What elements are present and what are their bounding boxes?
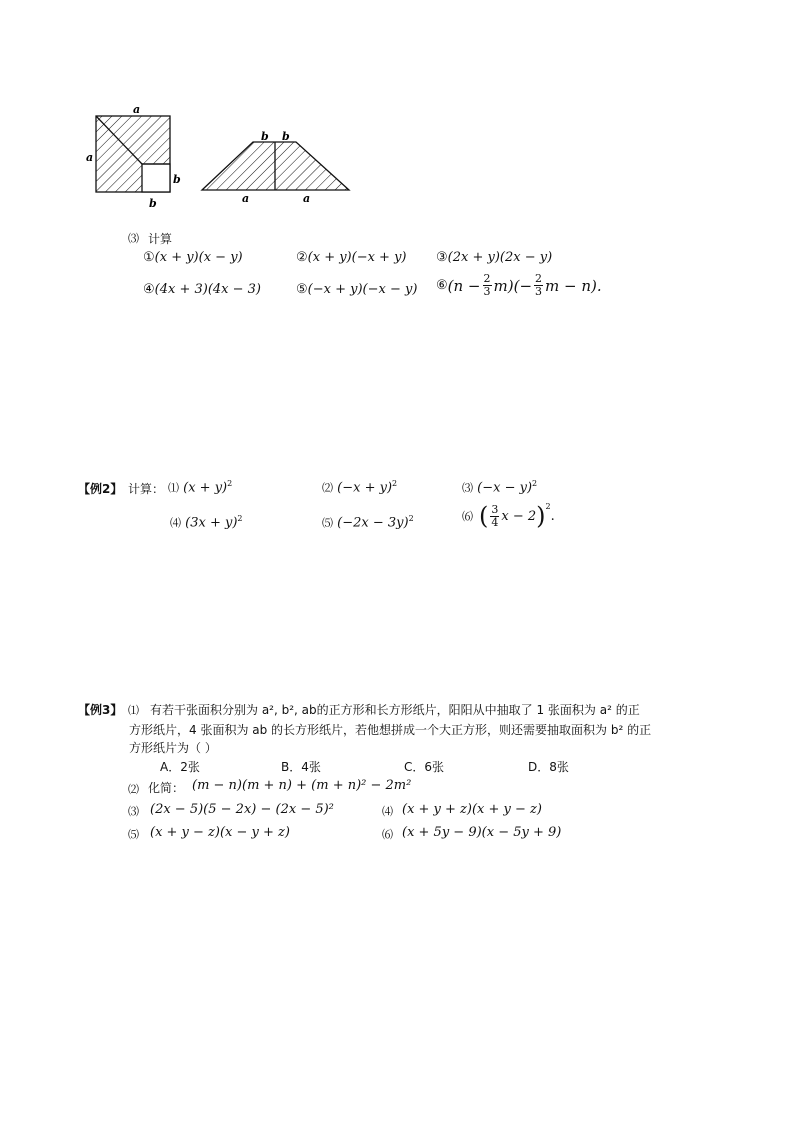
item-number: ⑹ [462, 510, 473, 523]
fraction-denominator: 3 [535, 285, 543, 298]
item-expr-tail: x − 2 [501, 508, 537, 524]
item-expr: (−x + y)(−x − y) [307, 282, 418, 297]
part3-item-1 [143, 250, 243, 265]
example2-item-2 [322, 479, 397, 495]
example3-q6-number: ⑹ [382, 828, 393, 841]
part3-item-4 [143, 282, 261, 297]
item-number: ③ [436, 250, 448, 265]
item-expr: (x + y)(−x + y) [307, 250, 407, 265]
item-number: ⑷ [170, 516, 181, 530]
fraction [490, 504, 499, 529]
item-expr: (2x + y)(2x − y) [447, 250, 553, 265]
example3-q1-line2: 方形纸片，4 张面积为 ab 的长方形纸片，若他想拼成一个大正方形，则还需要抽取面积为 b² 的正 [129, 723, 652, 737]
square-label-top: a [133, 103, 141, 116]
fraction-2 [534, 273, 543, 298]
item-exponent: 2 [227, 479, 233, 488]
fraction [483, 273, 492, 298]
example3-q4-expr: (x + y + z)(x + y − z) [402, 802, 542, 817]
part3-item-3 [436, 250, 552, 265]
example3-q3-expr: (2x − 5)(5 − 2x) − (2x − 5)² [150, 802, 334, 817]
item-exponent: 2 [532, 479, 538, 488]
trapezoid-figure [202, 130, 349, 205]
item-expr: (x + y) [183, 480, 228, 496]
example3-q4-number: ⑷ [382, 805, 393, 818]
item-exponent: 2 [408, 514, 414, 523]
part3-item-6 [436, 273, 602, 298]
option-a: A．2张 [160, 760, 200, 774]
trapezoid-label-top-right: b [282, 130, 290, 143]
item-number: ④ [143, 282, 155, 297]
fraction-denominator: 3 [483, 285, 491, 298]
example3-q5-number: ⑸ [128, 828, 139, 841]
item-number: ⑴ [168, 481, 179, 495]
example2-item-4 [170, 514, 242, 530]
right-paren: ) [536, 502, 546, 530]
example3-tag: 【例3】 [78, 703, 123, 717]
item-exponent: 2 [545, 502, 551, 511]
example3-q2-text: 化简： [148, 781, 185, 795]
item-exponent: 2 [237, 514, 243, 523]
item-expr-c: m − n). [545, 276, 602, 295]
square-label-left: a [86, 151, 94, 164]
option-b: B．4张 [281, 760, 321, 774]
part3-title: 计算 [148, 232, 173, 246]
example2-item-5 [322, 514, 414, 530]
example3-q2-number: ⑵ [128, 783, 139, 796]
example3-q1-number: ⑴ [128, 704, 139, 717]
item-expr: (4x + 3)(4x − 3) [154, 282, 262, 297]
item-expr: (−x + y) [337, 480, 393, 496]
item-exponent: 2 [392, 479, 398, 488]
figures [0, 0, 794, 220]
fraction-numerator: 3 [491, 502, 499, 516]
trapezoid-label-bottom-left: a [242, 192, 250, 205]
part3-number: ⑶ [128, 232, 139, 245]
example2-item-1 [168, 479, 232, 495]
trapezoid-label-top-left: b [261, 130, 269, 143]
example2-item-3 [462, 479, 537, 495]
item-expr: (3x + y) [185, 515, 238, 531]
left-paren: ( [479, 502, 489, 530]
item-number: ⑥ [436, 278, 448, 293]
item-number: ⑸ [322, 516, 333, 530]
example2-tag: 【例2】 [78, 482, 123, 496]
item-expr-a: (n − [447, 276, 481, 295]
item-number: ⑵ [322, 481, 333, 495]
option-c: C．6张 [404, 760, 445, 774]
trapezoid-label-bottom-right: a [303, 192, 311, 205]
square-label-right: b [173, 173, 181, 186]
item-expr: (x + y)(x − y) [154, 250, 243, 265]
example3-q3-number: ⑶ [128, 805, 139, 818]
example2-item-6 [462, 502, 555, 530]
item-expr: (−2x − 3y) [337, 515, 409, 531]
square-figure [86, 103, 181, 210]
example3-q1-line3: 方形纸片为（ ） [129, 741, 217, 755]
item-expr: (−x − y) [477, 480, 533, 496]
item-number: ② [296, 250, 308, 265]
square-label-bottom: b [149, 197, 157, 210]
part3-item-2 [296, 250, 407, 265]
fraction-numerator: 2 [535, 272, 543, 285]
item-expr-b: m)(− [493, 276, 533, 295]
option-d: D．8张 [528, 760, 569, 774]
part3-item-5 [296, 282, 417, 297]
item-number: ⑶ [462, 481, 473, 495]
example3-q5-expr: (x + y − z)(x − y + z) [150, 825, 290, 840]
example2-lead: 计算： [128, 482, 165, 496]
example3-q2-expr: (m − n)(m + n) + (m + n)² − 2m² [192, 778, 412, 793]
example3-q1-line1: 有若干张面积分别为 a², b², ab的正方形和长方形纸片，阳阳从中抽取了 1 张面积为 a² 的正 [150, 703, 640, 717]
item-end: . [550, 508, 555, 524]
item-number: ⑤ [296, 282, 308, 297]
item-number: ① [143, 250, 155, 265]
example3-q6-expr: (x + 5y − 9)(x − 5y + 9) [402, 825, 562, 840]
fraction-denominator: 4 [491, 515, 499, 529]
fraction-numerator: 2 [483, 272, 491, 285]
